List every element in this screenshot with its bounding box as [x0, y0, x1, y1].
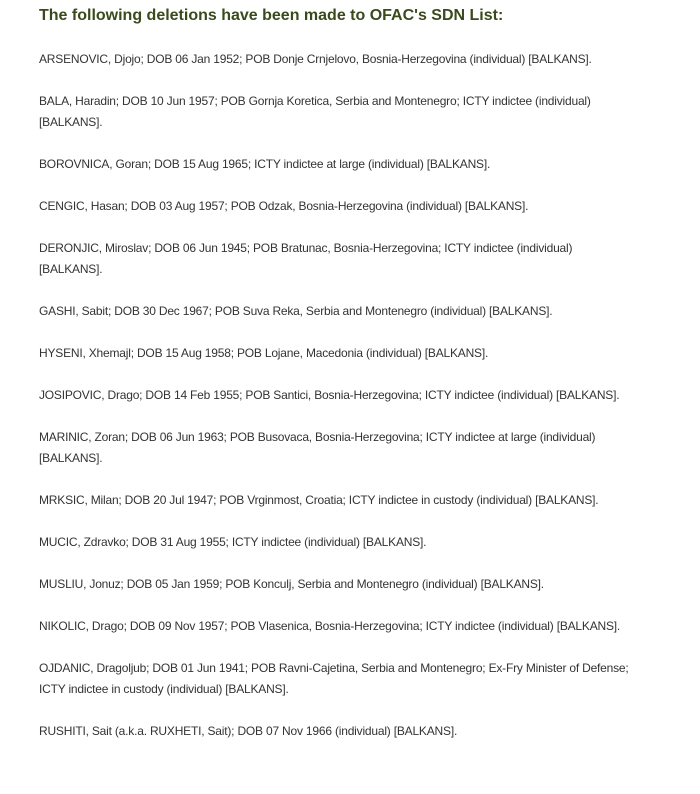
sdn-entry: BALA, Haradin; DOB 10 Jun 1957; POB Gornja Koretica, Serbia and Montenegro; ICTY indictee (individual) [BALKANS]. — [39, 94, 591, 129]
sdn-entry: OJDANIC, Dragoljub; DOB 01 Jun 1941; POB Ravni-Cajetina, Serbia and Montenegro; Ex-Fry Minister of Defense; ICTY indictee in custody (individual) [BALKANS]. — [39, 661, 629, 696]
sdn-entry: HYSENI, Xhemajl; DOB 15 Aug 1958; POB Lojane, Macedonia (individual) [BALKANS]. — [39, 346, 489, 360]
sdn-entry: MRKSIC, Milan; DOB 20 Jul 1947; POB Vrginmost, Croatia; ICTY indictee in custody (individual) [BALKANS]. — [39, 493, 599, 507]
sdn-entry: JOSIPOVIC, Drago; DOB 14 Feb 1955; POB Santici, Bosnia-Herzegovina; ICTY indictee (individual) [BALKANS]. — [39, 388, 620, 402]
sdn-entry: BOROVNICA, Goran; DOB 15 Aug 1965; ICTY indictee at large (individual) [BALKANS]. — [39, 157, 491, 171]
sdn-entry: GASHI, Sabit; DOB 30 Dec 1967; POB Suva Reka, Serbia and Montenegro (individual) [BALKANS]. — [39, 304, 553, 318]
sdn-entry: MUSLIU, Jonuz; DOB 05 Jan 1959; POB Konculj, Serbia and Montenegro (individual) [BALKANS]. — [39, 577, 544, 591]
sdn-entry: CENGIC, Hasan; DOB 03 Aug 1957; POB Odzak, Bosnia-Herzegovina (individual) [BALKANS]. — [39, 199, 529, 213]
sdn-entry: RUSHITI, Sait (a.k.a. RUXHETI, Sait); DOB 07 Nov 1966 (individual) [BALKANS]. — [39, 724, 458, 738]
sdn-entry: MARINIC, Zoran; DOB 06 Jun 1963; POB Busovaca, Bosnia-Herzegovina; ICTY indictee at large (individual) [BALKANS]. — [39, 430, 596, 465]
sdn-entry: DERONJIC, Miroslav; DOB 06 Jun 1945; POB Bratunac, Bosnia-Herzegovina; ICTY indictee (individual) [BALKANS]. — [39, 241, 573, 276]
sdn-entry: ARSENOVIC, Djojo; DOB 06 Jan 1952; POB Donje Crnjelovo, Bosnia-Herzegovina (individual) [BALKANS]. — [39, 52, 592, 66]
sdn-entry: NIKOLIC, Drago; DOB 09 Nov 1957; POB Vlasenica, Bosnia-Herzegovina; ICTY indictee (individual) [BALKANS]. — [39, 619, 621, 633]
deletions-list — [39, 49, 680, 742]
page-heading: The following deletions have been made to OFAC's SDN List: — [39, 7, 504, 24]
sdn-entry: MUCIC, Zdravko; DOB 31 Aug 1955; ICTY indictee (individual) [BALKANS]. — [39, 535, 427, 549]
